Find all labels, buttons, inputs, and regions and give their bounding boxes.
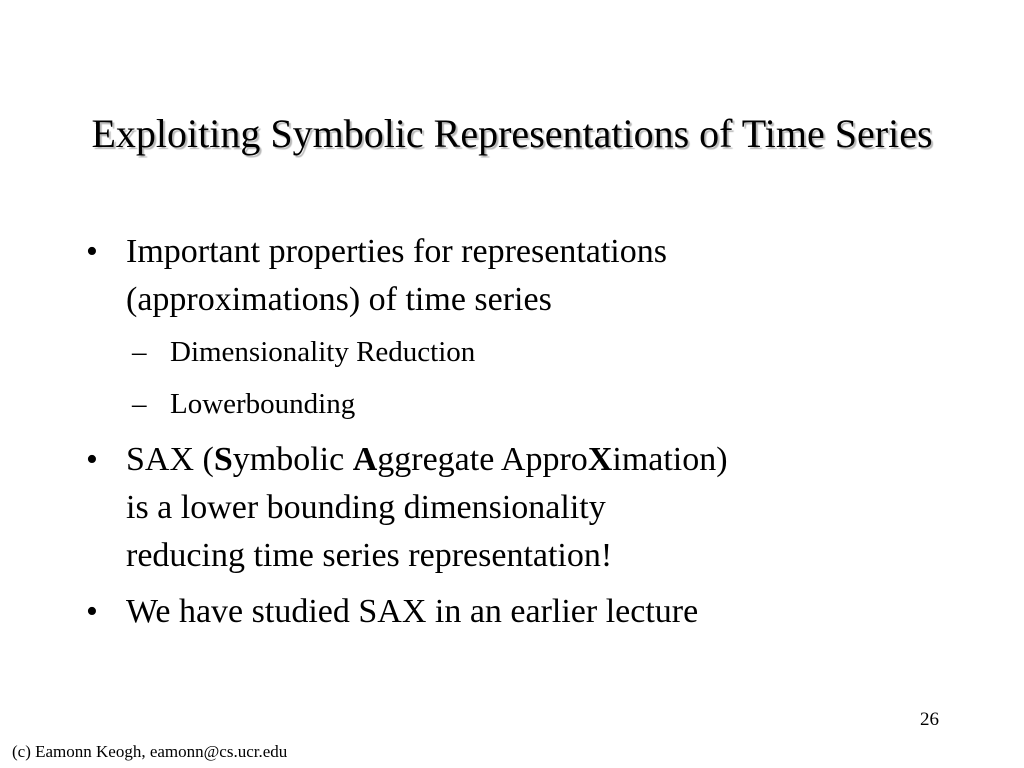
bold-letter-x: X [587, 441, 613, 478]
sub-bullet-text: Dimensionality Reduction [170, 336, 476, 368]
bullet-icon: • [86, 441, 98, 478]
bold-letter-a: A [352, 441, 378, 478]
bullet-line [126, 436, 966, 484]
bullet-line: reducing time series representation! [126, 537, 613, 574]
text-run: ggregate Appro [377, 441, 588, 478]
dash-icon: – [132, 336, 147, 368]
bold-letter-s: S [213, 441, 233, 478]
bullet-line: Important properties for representations [126, 233, 667, 270]
bullet-item-properties [86, 228, 966, 324]
sub-bullet-list [86, 332, 966, 424]
sub-bullet-item-dimensionality [86, 332, 966, 372]
bullet-icon: • [86, 233, 98, 270]
bullet-list [86, 228, 966, 644]
sub-bullet-text: Lowerbounding [170, 388, 356, 420]
bullet-line: (approximations) of time series [126, 281, 552, 318]
bullet-item-sax [86, 436, 966, 580]
footer-credit: (c) Eamonn Keogh, eamonn@cs.ucr.edu [12, 742, 288, 761]
slide-title: Exploiting Symbolic Representations of Time Series [91, 111, 933, 156]
bullet-line: We have studied SAX in an earlier lecture [126, 593, 699, 630]
bullet-item-studied [86, 588, 966, 636]
sub-bullet-item-lowerbounding [86, 384, 966, 424]
text-run: ymbolic [232, 441, 353, 478]
bullet-icon: • [86, 593, 98, 630]
text-run: imation) [612, 441, 728, 478]
text-run: SAX ( [126, 441, 214, 478]
page-number: 26 [920, 709, 939, 730]
bullet-line: is a lower bounding dimensionality [126, 489, 606, 526]
dash-icon: – [132, 388, 147, 420]
